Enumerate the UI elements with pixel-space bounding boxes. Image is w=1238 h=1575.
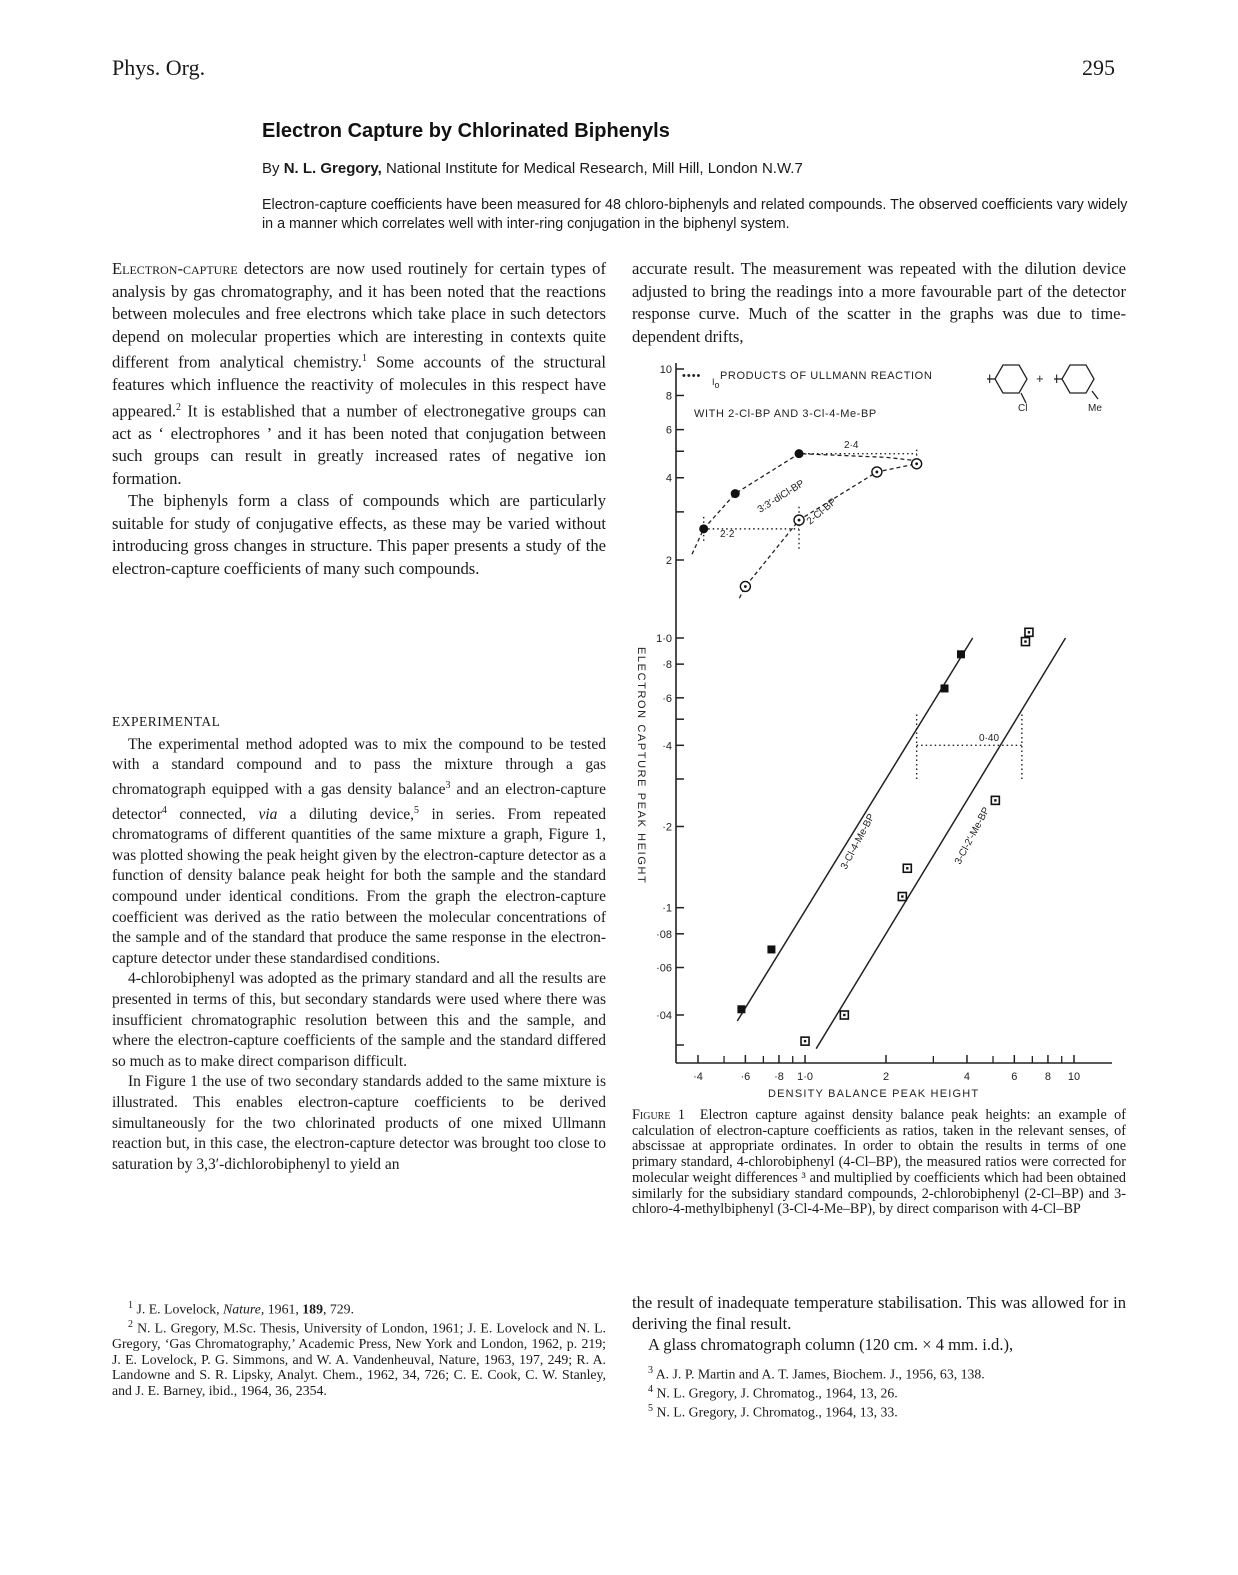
- structure-i-2: I: [1055, 372, 1059, 386]
- point-3Cl4MeBP: [737, 1005, 745, 1013]
- right-column-continuation: [632, 1292, 1126, 1355]
- x-tick-label: 8: [1044, 1071, 1051, 1083]
- x-tick-label: 10: [1067, 1071, 1081, 1083]
- continuation-text: the result of inadequate temperature stabilisation. This was allowed for in deriving the final result.: [632, 1293, 1126, 1333]
- intro-paragraph-2: The biphenyls form a class of compounds which are particularly suitable for study of conjugative effects, as these may be varied without introducing gross changes in structure. This paper presents a study of the electron-capture coefficients of many such compounds.: [112, 491, 606, 578]
- right-paragraph-2: A glass chromatograph column (120 cm. × 4 mm. i.d.),: [648, 1335, 1014, 1354]
- footnote-1: [112, 1298, 606, 1317]
- footnote-3-text: A. J. P. Martin and A. T. James, Biochem. J., 1956, 63, 138.: [653, 1366, 985, 1382]
- structure-me-label: Me: [1088, 403, 1102, 414]
- left-column-intro: [112, 258, 606, 580]
- footnote-2-text: N. L. Gregory, M.Sc. Thesis, University of London, 1961; J. E. Lovelock and N. L. Gregory, ‘Gas Chromatography,’ Academic Press, New York and London, 1962, p. 219; J. E. Lovelock, P. G. Simmons, and W. A. Vandenheuval, Nature, 1963, 197, 249; R. A. Landowne and S. R. Lipsky, Analyt. Chem., 1962, 34, 726; C. E. Cook, C. W. Stanley, and J. E. Barney, ibid., 1964, 36, 2354.: [112, 1320, 606, 1398]
- abstract: Electron-capture coefficients have been measured for 48 chloro-biphenyls and related compounds. The observed coefficients vary widely in a manner which correlates well with inter-ring conjugation in the biphenyl system.: [262, 197, 1128, 232]
- lead-in: Electron-capture: [112, 259, 238, 278]
- legend-io-sub: Io: [712, 377, 720, 390]
- left-column-experimental: [112, 712, 606, 1175]
- footnote-2: [112, 1317, 606, 1398]
- y-tick-label: ·6: [662, 692, 672, 705]
- footnote-1-num: 1: [128, 1300, 133, 1311]
- x-tick-label: 6: [1011, 1071, 1018, 1083]
- footnote-2-num: 2: [128, 1319, 133, 1331]
- x-tick-label: ·8: [774, 1071, 784, 1083]
- point-3Cl2MeBP-dot: [901, 895, 903, 897]
- point-3Cl2MeBP-dot: [1024, 640, 1026, 642]
- structure-plus: +: [1036, 371, 1044, 386]
- exp-text-c: connected,: [166, 805, 259, 823]
- article-title: Electron Capture by Chlorinated Biphenyls: [262, 120, 670, 142]
- ref-3: 3: [445, 779, 451, 791]
- y-tick-label: ·2: [662, 821, 672, 834]
- y-tick-label: ·1: [662, 902, 672, 915]
- footnote-1-journal: Nature: [223, 1301, 261, 1317]
- point-2ClBP-dot: [798, 519, 801, 522]
- point-2ClBP-dot: [875, 471, 878, 474]
- legend-line-1: PRODUCTS OF ULLMANN REACTION: [720, 370, 933, 382]
- curve-2ClBP: [739, 464, 916, 598]
- point-3Cl2MeBP-dot: [843, 1014, 845, 1016]
- curve-label-2ClBP: 2-Cl-BP: [804, 496, 839, 528]
- ratio-0-40: 0·40: [979, 733, 1000, 744]
- caption-label: Figure 1: [632, 1107, 685, 1123]
- footnote-5-text: N. L. Gregory, J. Chromatog., 1964, 13, 33.: [653, 1404, 898, 1420]
- byline: [262, 160, 803, 177]
- y-tick-label: ·04: [656, 1010, 672, 1022]
- exp-text-e: in series. From repeated chromatograms of different quantities of the same mixture a graph, Figure 1, was plotted showing the peak height given by the electron-capture detector as a function of density balance peak height for both the sample and the standard compound under identical conditions. From the graph the electron-capture coefficient was derived as the ratio between the molecular concentrations of the sample and of the standard that produce the same response in the electron-capture detector under these standardised conditions.: [112, 805, 606, 967]
- point-3Cl2MeBP-dot: [906, 867, 908, 869]
- y-tick-label: ·8: [662, 659, 672, 672]
- exp-text-b: and an electron-capture detector: [112, 780, 606, 823]
- affiliation: National Institute for Medical Research, Mill Hill, London N.W.7: [385, 160, 803, 177]
- y-tick-label: 2: [665, 555, 672, 567]
- fit-line-3Cl4MeBP: [737, 638, 972, 1021]
- ref-1: 1: [361, 353, 367, 364]
- structure-i-1: I: [988, 372, 992, 386]
- point-33diClBP: [795, 449, 804, 458]
- x-tick-label: ·6: [740, 1071, 751, 1083]
- x-tick-label: 4: [963, 1071, 971, 1083]
- intro-text-c: It is established that a number of electronegative groups can act as ‘ electrophores ’ and it has been noted that conjugation between such groups can result in greatly increased rates of negative ion formation.: [112, 401, 606, 488]
- point-33diClBP: [731, 489, 740, 498]
- legend-dots: ••••: [682, 370, 702, 382]
- figure-caption: [632, 1108, 1126, 1218]
- footnotes-right: [632, 1363, 1126, 1420]
- byline-by: By: [262, 160, 280, 177]
- caption-text: Electron capture against density balance peak heights: an example of calculation of electron-capture coefficients as ratios, taken in the relevant senses, of abscissae at appropriate ordinates. In order to obtain the results in terms of one primary standard, 4-chlorobiphenyl (4-Cl–BP), the measured ratios were corrected for molecular weight differences ³ and multiplied by coefficients which had been obtained similarly for the subsidiary standard compounds, 2-chlorobiphenyl (2-Cl–BP) and 3-chloro-4-methylbiphenyl (3-Cl-4-Me–BP), by direct comparison with 4-Cl–BP: [632, 1107, 1126, 1218]
- point-3Cl4MeBP: [940, 684, 948, 692]
- footnote-1-b: , 1961,: [260, 1301, 303, 1317]
- x-tick-label: 1·0: [797, 1071, 813, 1083]
- footnote-4-num: 4: [648, 1384, 653, 1396]
- x-axis-label: DENSITY BALANCE PEAK HEIGHT: [768, 1088, 980, 1100]
- y-tick-label: 8: [665, 390, 672, 403]
- experimental-paragraph-2: 4-chlorobiphenyl was adopted as the primary standard and all the results are presented in terms of this, but secondary standards were used where there was insufficient chromatographic resolution between this and the sample, and where the electron-capture coefficients of the sample and the standard differed so much as to make direct comparison difficult.: [112, 970, 606, 1070]
- intro-paragraph-1: [112, 258, 606, 490]
- journal-section: Phys. Org.: [112, 55, 206, 80]
- ref-4: 4: [161, 804, 167, 816]
- footnote-3: [632, 1363, 1126, 1382]
- legend-line-2: WITH 2-Cl-BP AND 3-Cl-4-Me-BP: [694, 408, 877, 420]
- footnote-1-a: J. E. Lovelock,: [133, 1301, 224, 1317]
- structure-cl-label: Cl: [1018, 403, 1028, 414]
- curve-label-3Cl2MeBP: 3-Cl-2′-Me-BP: [952, 805, 993, 867]
- y-tick-label: 10: [659, 364, 672, 376]
- point-2ClBP-dot: [744, 585, 747, 588]
- footnotes-left: [112, 1298, 606, 1398]
- footnote-4: [632, 1382, 1126, 1401]
- point-3Cl2MeBP-dot: [1028, 631, 1030, 633]
- point-3Cl2MeBP-dot: [994, 799, 996, 801]
- experimental-paragraph-1: [112, 735, 606, 970]
- exp-via: via: [258, 805, 278, 823]
- exp-text-a: The experimental method adopted was to mix the compound to be tested with a standard compound and to pass the mixture through a gas chromatograph equipped with a gas density balance: [112, 735, 606, 798]
- point-2ClBP-dot: [915, 462, 918, 465]
- curve-label-3Cl4MeBP: 3-Cl-4-Me-BP: [838, 812, 878, 872]
- ref-2: 2: [176, 401, 182, 413]
- experimental-paragraph-3: In Figure 1 the use of two secondary standards added to the same mixture is illustrated. This enables electron-capture coefficients to be derived simultaneously for the two chlorinated products of one mixed Ullmann reaction but, in this case, the electron-capture detector was brought too close to saturation by 3,3′-dichlorobiphenyl to yield an: [112, 1073, 606, 1173]
- x-tick-label: ·4: [693, 1071, 703, 1083]
- exp-text-d: a diluting device,: [277, 805, 415, 823]
- curve-label-33diClBP: 3:3′-diCl-BP: [755, 478, 807, 516]
- y-tick-label: ·08: [656, 928, 672, 941]
- y-tick-label: ·4: [662, 740, 672, 753]
- page-number: 295: [1082, 55, 1115, 80]
- ratio-2-2: 2·2: [720, 529, 735, 540]
- point-3Cl4MeBP: [957, 650, 965, 658]
- footnote-4-text: N. L. Gregory, J. Chromatog., 1964, 13, 26.: [653, 1385, 898, 1401]
- footnote-5: [632, 1401, 1126, 1420]
- ratio-2-4: 2·4: [844, 440, 859, 451]
- y-axis-label: ELECTRON CAPTURE PEAK HEIGHT: [635, 647, 647, 885]
- y-tick-label: 6: [665, 424, 672, 437]
- intro-text-b: Some accounts of the structural features which influence the reactivity of molecules in this respect have appeared.: [112, 352, 606, 421]
- point-33diClBP: [699, 524, 708, 533]
- y-tick-label: 4: [665, 472, 672, 485]
- footnote-5-num: 5: [648, 1403, 653, 1415]
- ref-5: 5: [414, 804, 420, 816]
- figure-1-chart: [632, 355, 1126, 1103]
- point-3Cl2MeBP-dot: [804, 1040, 806, 1042]
- y-tick-label: ·06: [656, 962, 672, 975]
- x-tick-label: 2: [882, 1071, 890, 1083]
- point-3Cl4MeBP: [767, 945, 775, 953]
- y-tick-label: 1·0: [656, 633, 672, 645]
- right-column-text: accurate result. The measurement was repeated with the dilution device adjusted to bring the readings into a more favourable part of the detector response curve. Much of the scatter in the graphs was due to time-dependent drifts,: [632, 259, 1126, 346]
- footnote-1-vol: 189: [302, 1301, 323, 1317]
- footnote-3-num: 3: [648, 1365, 653, 1376]
- section-heading-experimental: EXPERIMENTAL: [112, 714, 221, 729]
- footnote-1-c: , 729.: [322, 1301, 355, 1317]
- author-name: N. L. Gregory,: [283, 160, 382, 177]
- intro-text-a: detectors are now used routinely for certain types of analysis by gas chromatography, and it has been noted that the reactions between molecules and free electrons which take place in such detectors depend on molecular properties which are interesting in contexts quite different from analytical chemistry.: [112, 259, 606, 372]
